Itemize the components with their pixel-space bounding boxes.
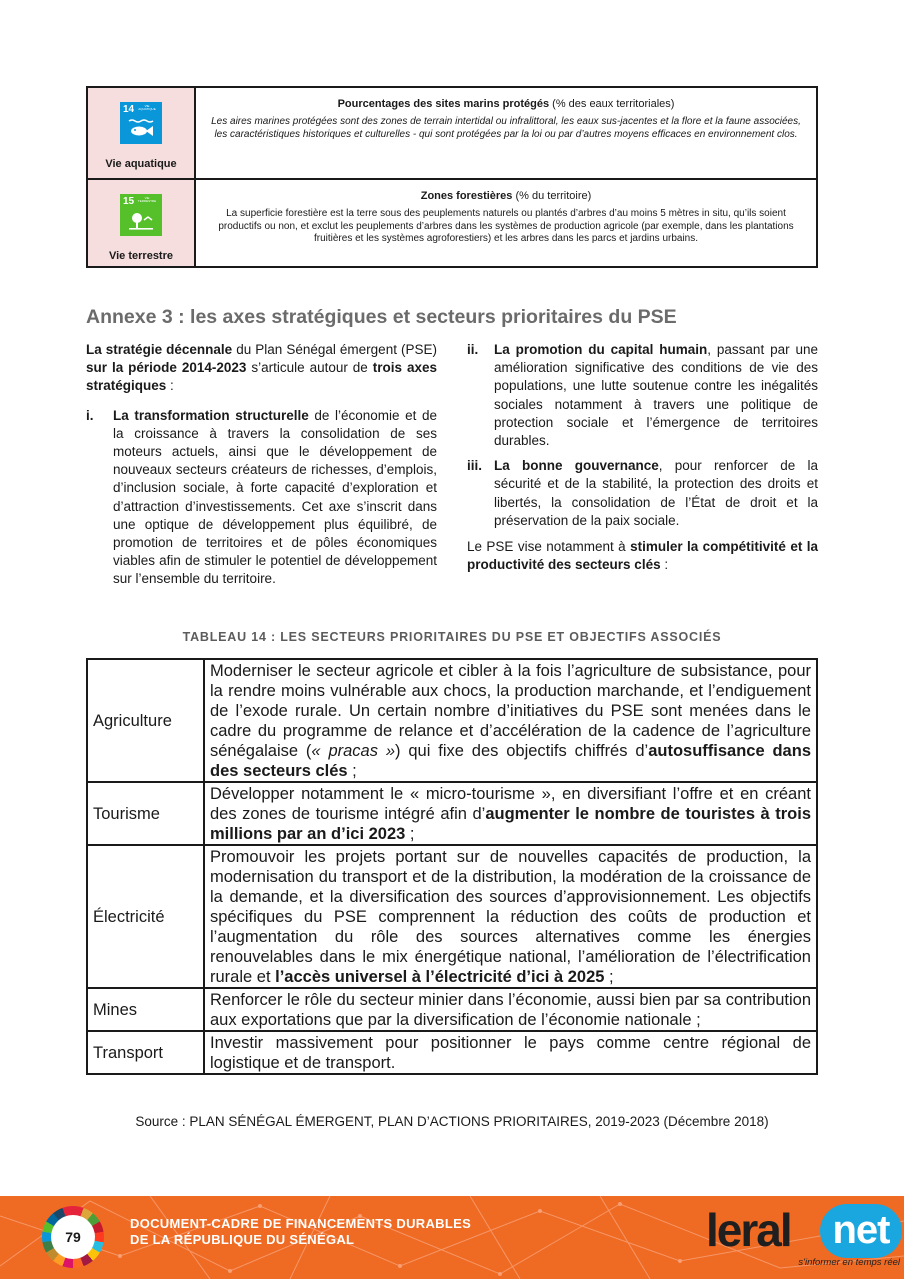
sdg-cell-indicator (195, 87, 817, 179)
annexe-title: Annexe 3 : les axes stratégiques et secteurs prioritaires du PSE (86, 306, 677, 328)
strategic-axis-2 (467, 341, 818, 450)
sector-objective (204, 1031, 817, 1074)
axis-numeral: iii. (467, 458, 483, 474)
objective-bold: augmenter le nombre de touristes à trois millions par an d’ici 2023 (210, 805, 811, 843)
objective-italic: « pracas » (311, 742, 396, 760)
leralnet-logo[interactable] (706, 1204, 904, 1276)
sdg-wheel-icon (42, 1206, 104, 1268)
indicator-description: La superficie forestière est la terre sous des peuplements naturels ou plantés d’arbres d’au moins 5 mètres in situ, qu’ils soient productifs ou non, et exclut les peuplements d’arbres dans les systèmes de production agricole (par exemple, dans les plantations fruitières et les systèmes agroforestiers) et les arbres dans les parcs et jardins urbains. (218, 208, 794, 244)
axis-title: La bonne gouvernance (494, 458, 659, 474)
document-title-line-1: DOCUMENT-CADRE DE FINANCEMENTS DURABLES (130, 1216, 472, 1231)
priority-sectors-table (86, 658, 818, 1075)
sdg-15-tree-icon (120, 194, 162, 236)
annexe-closing (467, 538, 818, 574)
objective-text: Promouvoir les projets portant sur de nouvelles capacités de production, la modernisation du transport et de la distribution, la modération de la croissance de la demande, et la diversification des sources d’approvisionnement. Les objectifs spécifiques du PSE comprennent la réduction des coûts de production et l’augmentation du rôle des sources alternatives comme les énergies renouvelables dans le mix énergétique national, l’amélioration de l’électrification rurale et (210, 848, 811, 986)
objective-bold: autosuffisance dans des secteurs clés (210, 742, 811, 780)
objective-text: ; (604, 968, 614, 986)
sdg-14-fish-icon (120, 102, 162, 144)
sdg-badge-number: 14 (123, 104, 135, 115)
table-caption: TABLEAU 14 : LES SECTEURS PRIORITAIRES DU PSE ET OBJECTIFS ASSOCIÉS (182, 630, 722, 644)
sector-objective (204, 988, 817, 1031)
indicator-title-unit: (% du territoire) (512, 190, 592, 202)
strategic-axis-3 (467, 457, 818, 530)
annexe-right-column (467, 341, 818, 574)
sdg-badge-mini-label: VIE AQUATIQUE (138, 104, 156, 111)
table-row (87, 988, 817, 1031)
annexe-intro (86, 341, 437, 396)
sector-name: Transport (87, 1031, 204, 1074)
objective-bold: l’accès universel à l’électricité d’ici à 2025 (275, 968, 605, 986)
logo-net-text: net (820, 1204, 902, 1258)
table-row (87, 782, 817, 845)
indicator-title-bold: Pourcentages des sites marins protégés (337, 98, 550, 110)
sector-name: Mines (87, 988, 204, 1031)
table-row (87, 1031, 817, 1074)
page-number: 79 (65, 1229, 81, 1245)
axis-numeral: ii. (467, 342, 479, 357)
indicator-title-unit: (% des eaux territoriales) (549, 98, 675, 110)
intro-bold-1: La stratégie décennale (86, 342, 233, 357)
sector-objective (204, 659, 817, 782)
axis-numeral: i. (86, 407, 94, 423)
objective-text: Investir massivement pour positionner le pays comme centre régional de logistique et de transport. (210, 1034, 811, 1072)
sector-name: Agriculture (87, 659, 204, 782)
sdg-indicator-table (86, 86, 818, 268)
closing-bold: stimuler la compétitivité et la productivité des secteurs clés (467, 539, 818, 573)
axis-text: , passant par une amélioration significative des conditions de vie des populations, une lutte soutenue contre les inégalités sociales notamment à travers une politique de protection sociale et l’émergence de territoires durables. (494, 342, 818, 449)
sdg-label: Vie aquatique (105, 158, 177, 170)
sdg-cell-badge (87, 87, 195, 179)
closing-text-1: Le PSE vise notamment à (467, 539, 631, 555)
indicator-title-bold: Zones forestières (420, 190, 513, 202)
indicator-title (206, 98, 806, 110)
sdg-badge-number: 15 (123, 196, 135, 207)
strategic-axis-1 (86, 407, 437, 589)
sector-objective (204, 782, 817, 845)
objective-text: ) qui fixe des objectifs chiffrés d’ (395, 742, 649, 760)
sector-name: Électricité (87, 845, 204, 988)
sdg-row-14 (87, 87, 817, 179)
axis-text: de l’économie et de la croissance à travers la consolidation de ses moteurs actuels, ainsi que le développement de nouveaux secteurs créateurs de richesses, d’emplois, d’inclusion sociale, à forte capacité d’exploration et d’attraction d’investissements. Cet axe s’inscrit dans une optique de développement plus équilibré, de promotion de territoires et de pôles économiques viables afin de stimuler le potentiel de développement sur l’ensemble du territoire. (113, 407, 437, 587)
indicator-description: Les aires marines protégées sont des zones de terrain intertidal ou infralittoral, les eaux sus-jacentes et la flore et la faune associées, les caractéristiques historiques et culturelles - qui sont protégées par la loi ou par d’autres moyens efficaces en environnement clos. (211, 116, 801, 140)
axis-title: La transformation structurelle (113, 407, 309, 423)
document-title-line-2: DE LA RÉPUBLIQUE DU SÉNÉGAL (130, 1232, 355, 1247)
sector-objective (204, 845, 817, 988)
intro-text-1: du Plan Sénégal émergent (PSE) (232, 342, 437, 357)
axis-text: , pour renforcer de la sécurité et de la stabilité, la protection des droits et libertés, la consolidation de l’État de droit et la préservation de la paix sociale. (494, 458, 818, 528)
intro-text-2: s’articule autour de (246, 360, 373, 376)
table-row (87, 845, 817, 988)
objective-text: Développer notamment le « micro-tourisme », en diversifiant l’offre et en créant des zones de tourisme intégré afin d’ (210, 785, 811, 823)
intro-text-3: : (166, 378, 174, 394)
table-row (87, 659, 817, 782)
sdg-row-15 (87, 179, 817, 267)
objective-text: Renforcer le rôle du secteur minier dans l’économie, aussi bien par sa contribution aux exportations que par la diversification de l’économie nationale ; (210, 991, 811, 1029)
sdg-cell-badge (87, 179, 195, 267)
indicator-title (206, 190, 806, 202)
sdg-cell-indicator (195, 179, 817, 267)
page-footer (0, 1196, 904, 1279)
logo-tagline: s'informer en temps réel (798, 1257, 900, 1268)
intro-bold-2: sur la période 2014-2023 (86, 360, 247, 376)
objective-text: Moderniser le secteur agricole et cibler à la fois l’agriculture de subsistance, pour la rendre moins vulnérable aux chocs, la production marchande, et l’endiguement de l’exode rurale. Un certain nombre d’initiatives du PSE sont menées dans le cadre du programme de relance et d’accélération de la cadence de l’agriculture sénégalaise ( (210, 662, 811, 760)
fish-icon (127, 118, 155, 140)
sector-name: Tourisme (87, 782, 204, 845)
sdg-label: Vie terrestre (108, 250, 173, 262)
axis-title: La promotion du capital humain (494, 342, 708, 357)
closing-text-2: : (660, 557, 669, 573)
annexe-left-column (86, 341, 437, 589)
page-number-disc (51, 1215, 95, 1259)
document-title (130, 1216, 471, 1248)
intro-bold-3: trois axes stratégiques (86, 360, 437, 394)
logo-leral-text: leral (706, 1204, 791, 1256)
table-source: Source : PLAN SÉNÉGAL ÉMERGENT, PLAN D’ACTIONS PRIORITAIRES, 2019-2023 (Décembre 2018) (135, 1114, 769, 1129)
tree-icon (127, 210, 155, 232)
objective-text: ; (347, 762, 357, 780)
objective-text: ; (405, 825, 415, 843)
sdg-badge-mini-label: VIE TERRESTRE (137, 196, 157, 203)
